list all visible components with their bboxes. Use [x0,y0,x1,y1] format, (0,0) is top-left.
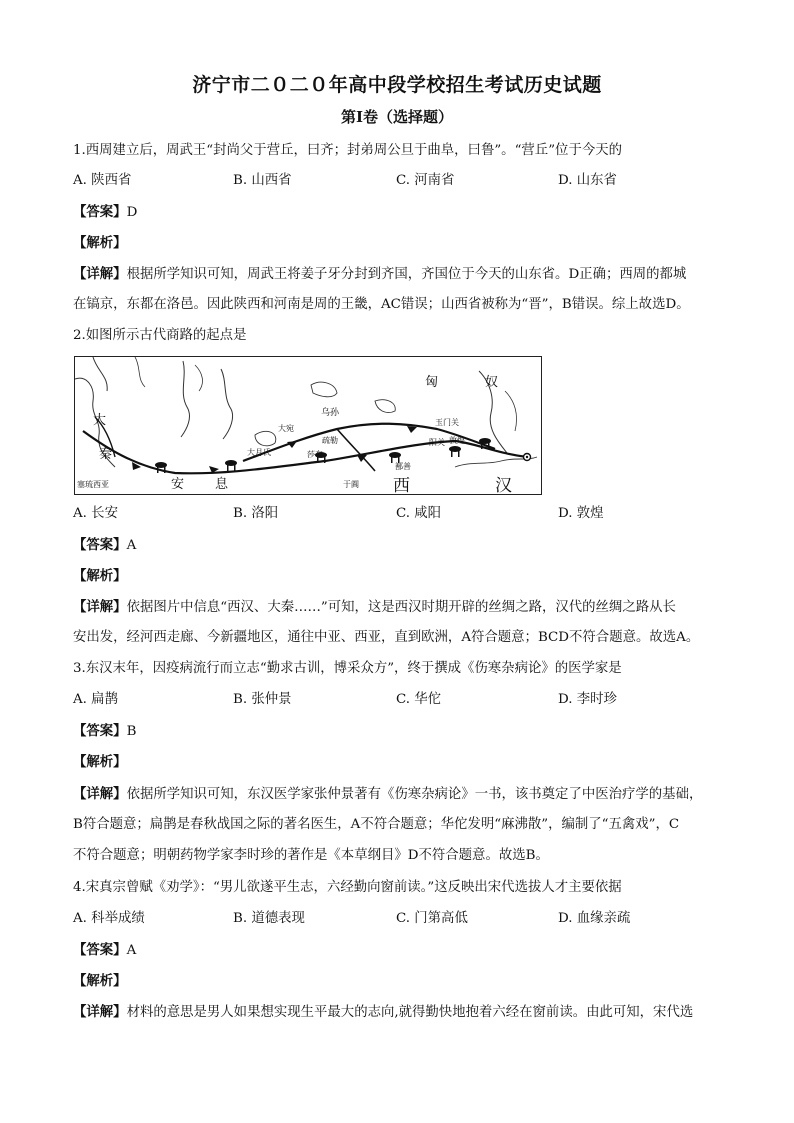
map-label-qin: 秦 [99,447,113,462]
silk-road-map [74,356,542,495]
q4-option-a: A. 科举成绩 [73,911,145,926]
q2-answer [73,535,733,556]
q1-answer-value: D [126,205,138,220]
q1-stem: 1.西周建立后，周武王“封尚父于营丘，曰齐；封弟周公旦于曲阜，曰鲁”。“营丘”位于今天的 [73,143,622,158]
map-label-seleucia: 塞琉西亚 [77,480,109,489]
q4-option-c: C. 门第高低 [396,911,468,926]
q1-detail-text-1: 根据所学知识可知，周武王将姜子牙分封到齐国，齐国位于今天的山东省。D正确；西周的都城 [126,267,687,282]
map-label-yutian: 于阗 [343,480,359,489]
detail-tag: 【详解】 [73,266,127,282]
q4-analysis-tag: 【解析】 [73,973,127,989]
q4-option-b: B. 道德表现 [233,911,305,926]
map-label-dunhuang: 敦煌 [449,436,465,445]
q2-option-d: D. 敦煌 [558,506,604,521]
q1-option-c: C. 河南省 [396,173,455,188]
q2-analysis-tag: 【解析】 [73,568,127,584]
q3-detail-line-1 [73,784,733,805]
q2-option-b: B. 洛阳 [233,506,279,521]
map-label-yangguan: 阳关 [429,438,445,447]
q3-answer [73,721,733,742]
detail-tag: 【详解】 [73,786,127,802]
answer-tag: 【答案】 [73,723,127,739]
q3-detail-line-3: 不符合题意；明朝药物学家李时珍的著作是《本草纲目》D不符合题意。故选B。 [73,848,549,863]
q3-detail-line-2: B符合题意；扁鹊是春秋战国之际的著名医生，A不符合题意；华佗发明“麻沸散”，编制了“五禽戏”，C [73,817,680,832]
q1-answer [73,202,733,223]
q2-detail-text-1: 依据图片中信息“西汉、大秦……”可知，这是西汉时期开辟的丝绸之路，汉代的丝绸之路从长 [126,600,676,615]
page-title: 济宁市二０二０年高中段学校招生考试历史试题 [192,74,602,96]
q2-detail-line-1 [73,597,733,618]
map-label-xi: 西 [393,476,410,496]
map-label-yumenguan: 玉门关 [435,418,459,427]
map-label-wusun: 乌孙 [321,408,340,418]
section-title: 第Ⅰ卷（选择题） [340,108,454,126]
q1-option-d: D. 山东省 [558,173,617,188]
map-label-yuezhi: 大月氏 [247,448,271,457]
map-drawing [75,357,541,494]
answer-tag: 【答案】 [73,537,127,553]
q3-detail-text-1: 依据所学知识可知，东汉医学家张仲景著有《伤寒杂病论》一书，该书奠定了中医治疗学的基础， [126,787,703,802]
q4-answer [73,940,733,961]
map-label-xiongnu-2: 奴 [485,375,499,390]
q2-answer-value: A [126,538,137,553]
q3-answer-value: B [126,724,137,739]
map-label-dayuan: 大宛 [278,424,294,433]
detail-tag: 【详解】 [73,599,127,615]
q1-option-a: A. 陕西省 [73,173,132,188]
q3-stem: 3.东汉末年，因疫病流行而立志“勤求古训，博采众方”，终于撰成《伤寒杂病论》的医学家是 [73,661,622,676]
q1-option-b: B. 山西省 [233,173,292,188]
q2-option-a: A. 长安 [73,506,118,521]
q2-stem: 2.如图所示古代商路的起点是 [73,328,247,343]
map-label-xiye: 莎车 [307,450,323,459]
map-label-an: 安 [171,477,185,492]
q4-stem: 4.宋真宗曾赋《劝学》：“男儿欲遂平生志，六经勤向窗前读。”这反映出宋代选拔人才主要依据 [73,880,622,895]
q3-option-d: D. 李时珍 [558,692,617,707]
q3-option-a: A. 扁鹊 [73,692,118,707]
q4-answer-value: A [126,943,137,958]
map-label-han: 汉 [495,476,512,496]
q3-option-c: C. 华佗 [396,692,442,707]
detail-tag: 【详解】 [73,1004,127,1020]
q1-analysis-tag: 【解析】 [73,235,127,251]
q1-detail-line-1 [73,264,733,285]
q4-detail-text-1: 材料的意思是男人如果想实现生平最大的志向,就得勤快地抱着六经在窗前读。由此可知，宋代选 [126,1005,694,1020]
map-label-xi-region: 息 [215,477,229,492]
q4-detail-line-1 [73,1002,733,1023]
q2-option-c: C. 咸阳 [396,506,442,521]
map-label-shule: 疏勒 [322,436,338,445]
q3-option-b: B. 张仲景 [233,692,292,707]
q2-detail-line-2: 安出发，经河西走廊、今新疆地区，通往中亚、西亚，直到欧洲，A符合题意；BCD不符合题意。故选A。 [73,630,700,645]
map-label-da: 大 [93,413,107,428]
q1-detail-line-2: 在镐京，东都在洛邑。因此陕西和河南是周的王畿，AC错误；山西省被称为“晋”，B错误。综上故选D。 [73,297,690,312]
q4-option-d: D. 血缘亲疏 [558,911,631,926]
q3-analysis-tag: 【解析】 [73,754,127,770]
answer-tag: 【答案】 [73,942,127,958]
map-label-shanshan: 鄯善 [395,462,411,471]
answer-tag: 【答案】 [73,204,127,220]
map-label-xiongnu-1: 匈 [425,375,439,390]
